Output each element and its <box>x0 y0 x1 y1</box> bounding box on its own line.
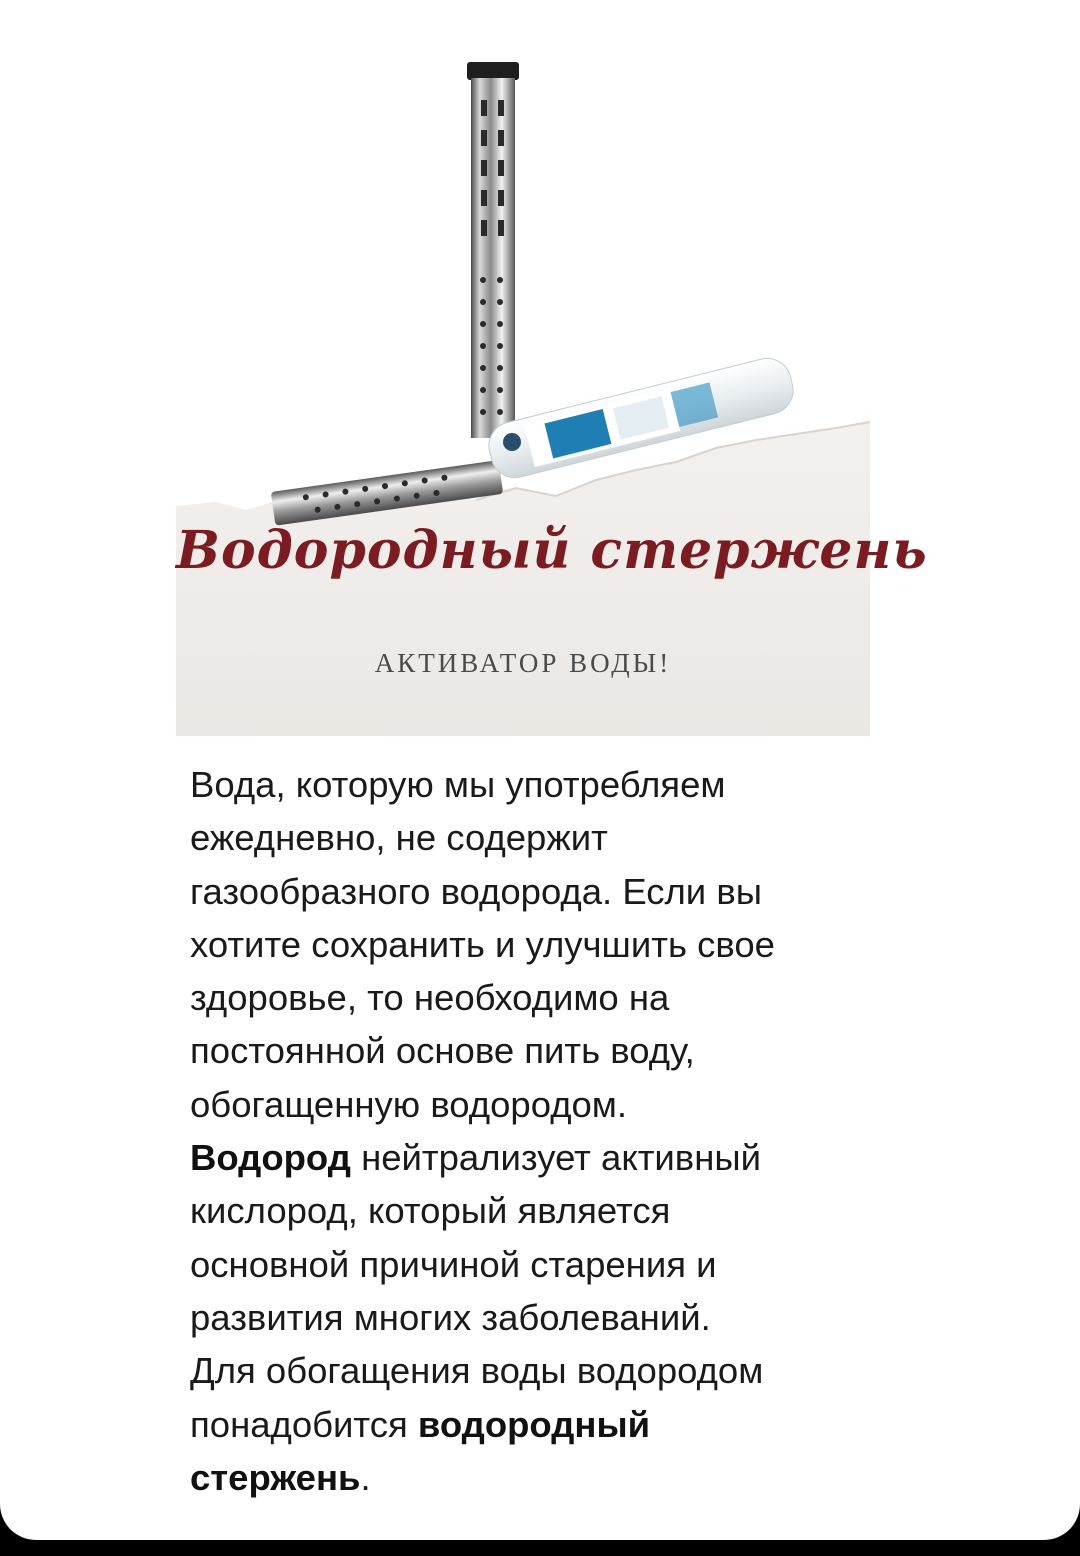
description-text: . <box>360 1456 371 1498</box>
description-line: кислород, который является <box>190 1190 671 1232</box>
description-line: хотите сохранить и улучшить свое <box>190 923 775 965</box>
description-line: обогащенную водородом. <box>190 1083 628 1125</box>
bold-term: Водород <box>190 1137 351 1179</box>
description-line: здоровье, то необходимо на <box>190 977 670 1019</box>
description-line <box>190 1451 870 1504</box>
description-line <box>190 1398 870 1451</box>
description-line: газообразного водорода. Если вы <box>190 870 762 912</box>
bold-term: водородный <box>417 1403 651 1445</box>
bold-term: стержень <box>190 1456 361 1498</box>
hydrogen-rod-icon <box>467 62 519 438</box>
description-text: понадобится <box>190 1403 418 1445</box>
description-line: постоянной основе пить воду, <box>190 1030 695 1072</box>
description-line <box>190 1131 870 1184</box>
description-line: ежедневно, не содержит <box>190 817 608 859</box>
description-line: развития многих заболеваний. <box>190 1296 711 1338</box>
product-photo <box>176 30 928 736</box>
product-title: Водородный стержень <box>176 520 928 581</box>
post-description <box>190 758 870 1504</box>
description-line: Вода, которую мы употребляем <box>190 764 726 805</box>
description-text: нейтрализует активный <box>350 1137 761 1179</box>
description-line: Для обогащения воды водородом <box>190 1350 764 1392</box>
product-subtitle: АКТИВАТОР ВОДЫ! <box>374 648 672 678</box>
description-line: основной причиной старения и <box>190 1243 717 1285</box>
product-image[interactable] <box>176 30 928 736</box>
